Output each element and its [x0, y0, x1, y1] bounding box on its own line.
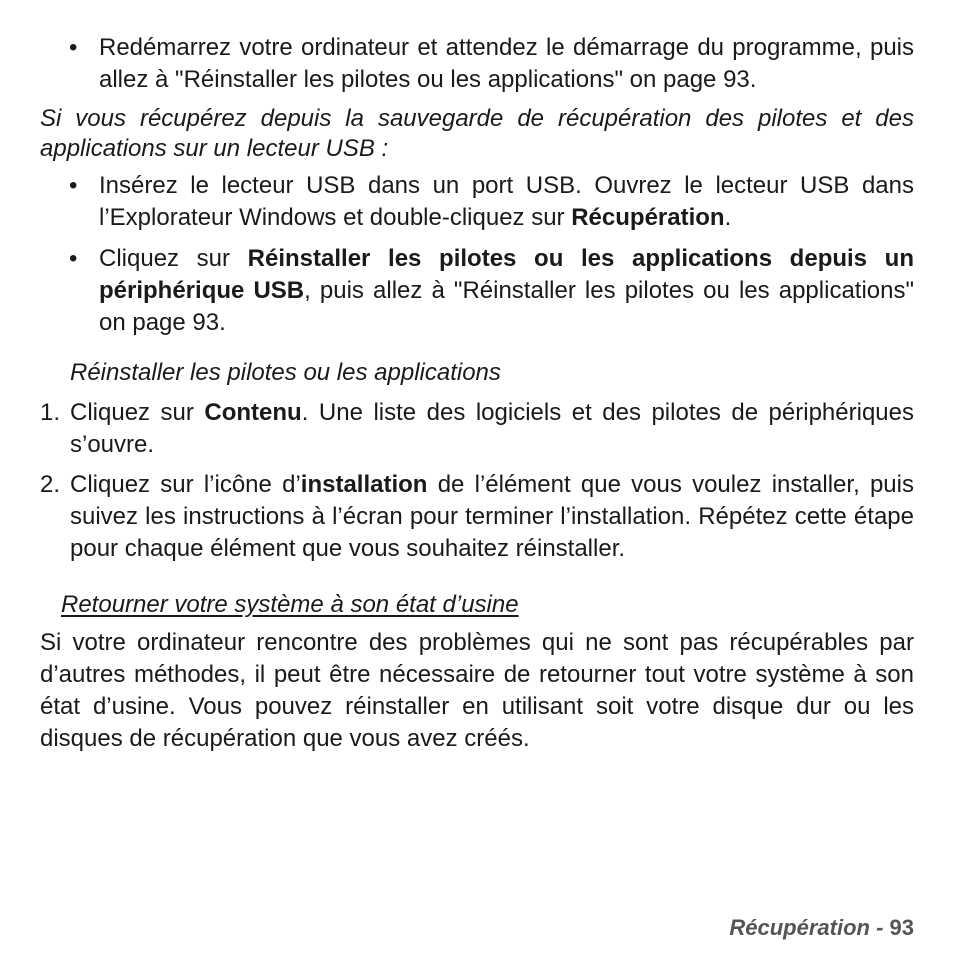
step-1-number: 1.	[40, 399, 61, 426]
step-1-pre: Cliquez sur	[70, 399, 205, 426]
step-2-pre: Cliquez sur l’icône d’	[70, 471, 301, 498]
factory-paragraph: Si votre ordinateur rencontre des problèmes qui ne sont pas récupérables par d’autres méthodes, il peut être nécessaire de retourner tout votre système à son état d’usine. Vous pouvez réinstaller en utilisant soit votre disque dur ou les disques de récupération que vous avez créés.	[40, 629, 914, 752]
bullet-mark: •	[69, 245, 78, 272]
bullet-click-reinstall-bold: Réinstaller les pilotes ou les applications depuis un périphérique USB	[99, 245, 914, 304]
footer-section-label: Récupération -	[729, 915, 890, 940]
bullet-restart	[40, 32, 914, 96]
bullet-mark: •	[69, 172, 78, 199]
page-footer	[729, 915, 914, 941]
step-1-post: . Une liste des logiciels et des pilotes de périphériques s’ouvre.	[70, 399, 914, 458]
bullet-insert-usb-pre: Insérez le lecteur USB dans un port USB. Ouvrez le lecteur USB dans l’Explorateur Windows et double-cliquez sur	[99, 172, 914, 231]
step-1	[40, 397, 914, 461]
bullet-insert-usb-bold: Récupération	[571, 204, 725, 231]
step-2-number: 2.	[40, 471, 61, 498]
footer-page-number: 93	[889, 915, 914, 940]
factory-heading: Retourner votre système à son état d’usine	[61, 591, 519, 618]
step-2	[40, 469, 914, 565]
document-page	[40, 32, 914, 755]
bullet-click-reinstall-post: , puis allez à "Réinstaller les pilotes ou les applications" on page 93.	[99, 277, 915, 336]
step-1-bold: Contenu	[204, 399, 302, 426]
reinstall-heading: Réinstaller les pilotes ou les applications	[70, 359, 501, 386]
bullet-click-reinstall	[40, 243, 914, 339]
step-2-post: de l’élément que vous voulez installer, puis suivez les instructions à l’écran pour terminer l’installation. Répétez cette étape pour chaque élément que vous souhaitez réinstaller.	[70, 471, 914, 562]
bullet-restart-text: Redémarrez votre ordinateur et attendez le démarrage du programme, puis allez à "Réinstaller les pilotes ou les applications" on page 93.	[99, 34, 914, 93]
bullet-insert-usb-post: .	[724, 204, 732, 231]
bullet-click-reinstall-pre: Cliquez sur	[99, 245, 248, 272]
step-2-bold: installation	[300, 471, 428, 498]
bullet-insert-usb	[40, 170, 914, 234]
usb-intro-paragraph: Si vous récupérez depuis la sauvegarde de récupération des pilotes et des applications sur un lecteur USB :	[40, 105, 914, 162]
bullet-mark: •	[69, 34, 78, 61]
